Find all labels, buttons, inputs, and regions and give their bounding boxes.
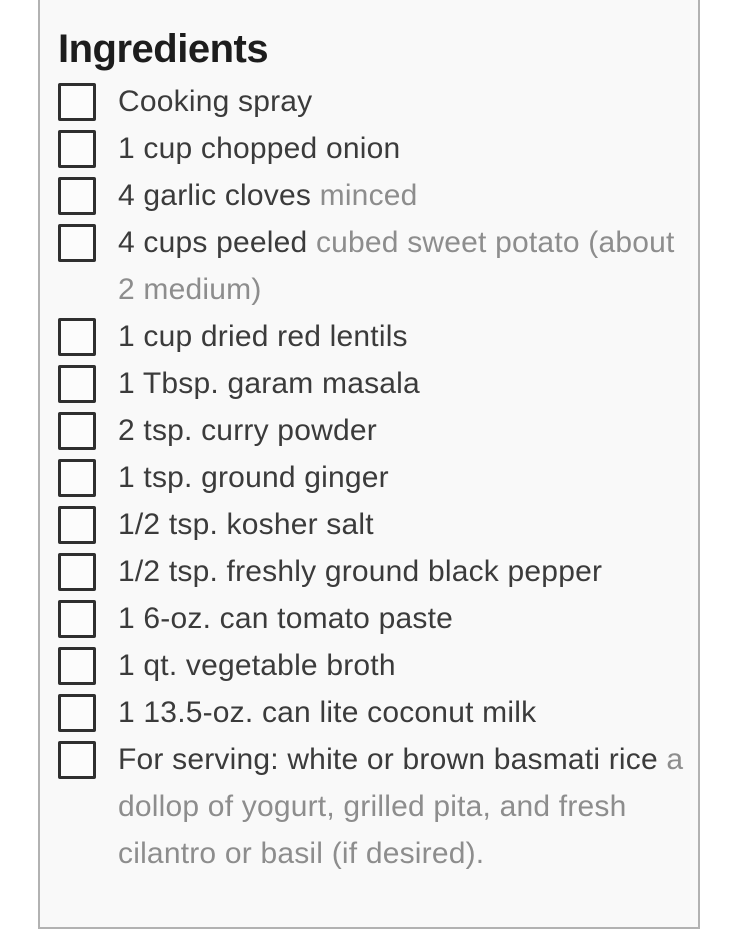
ingredient-main-text: 1 cup chopped onion [118, 132, 401, 165]
ingredient-checkbox[interactable] [58, 506, 96, 544]
ingredient-checkbox[interactable] [58, 553, 96, 591]
ingredient-item [58, 689, 688, 736]
ingredient-checkbox[interactable] [58, 647, 96, 685]
ingredient-main-text: 4 cups peeled [118, 226, 316, 259]
ingredient-item [58, 642, 688, 689]
ingredient-item [58, 501, 688, 548]
ingredient-main-text: 1 qt. vegetable broth [118, 649, 396, 682]
ingredients-heading: Ingredients [58, 27, 269, 71]
ingredient-label [118, 360, 688, 407]
ingredient-item [58, 360, 688, 407]
ingredient-main-text: 1 cup dried red lentils [118, 320, 408, 353]
ingredient-main-text: 1 6-oz. can tomato paste [118, 602, 453, 635]
ingredient-label [118, 689, 688, 736]
ingredient-label [118, 125, 688, 172]
ingredient-main-text: 2 tsp. curry powder [118, 414, 377, 447]
ingredient-checkbox[interactable] [58, 600, 96, 638]
ingredient-item [58, 219, 688, 313]
ingredient-main-text: 1 Tbsp. garam masala [118, 367, 420, 400]
ingredient-checkbox[interactable] [58, 177, 96, 215]
ingredient-checkbox[interactable] [58, 130, 96, 168]
ingredient-label [118, 407, 688, 454]
ingredient-note-text: a dollop of yogurt, grilled pita, and fresh cilantro or basil (if desired). [118, 743, 684, 870]
ingredient-main-text: 1/2 tsp. kosher salt [118, 508, 374, 541]
ingredient-label [118, 736, 688, 877]
ingredient-item [58, 595, 688, 642]
ingredient-note-text: cubed sweet potato (about 2 medium) [118, 226, 675, 306]
ingredient-label [118, 642, 688, 689]
ingredient-label [118, 78, 688, 125]
ingredient-item [58, 78, 688, 125]
ingredient-label [118, 454, 688, 501]
ingredient-label [118, 219, 688, 313]
ingredient-item [58, 454, 688, 501]
ingredient-checkbox[interactable] [58, 83, 96, 121]
ingredient-main-text: 1 13.5-oz. can lite coconut milk [118, 696, 537, 729]
ingredient-main-text: Cooking spray [118, 85, 313, 118]
ingredients-panel [38, 0, 700, 929]
ingredient-label [118, 313, 688, 360]
ingredient-checkbox[interactable] [58, 741, 96, 779]
ingredient-checkbox[interactable] [58, 459, 96, 497]
ingredient-checkbox[interactable] [58, 224, 96, 262]
ingredient-checkbox[interactable] [58, 365, 96, 403]
ingredient-item [58, 407, 688, 454]
ingredient-item [58, 548, 688, 595]
ingredient-note-text: minced [319, 179, 418, 212]
ingredient-label [118, 595, 688, 642]
ingredient-checkbox[interactable] [58, 318, 96, 356]
ingredient-main-text: 1/2 tsp. freshly ground black pepper [118, 555, 603, 588]
ingredient-main-text: 1 tsp. ground ginger [118, 461, 389, 494]
ingredient-item [58, 172, 688, 219]
ingredient-label [118, 548, 688, 595]
ingredient-label [118, 501, 688, 548]
ingredient-checkbox[interactable] [58, 694, 96, 732]
ingredient-label [118, 172, 688, 219]
ingredient-main-text: 4 garlic cloves [118, 179, 320, 212]
ingredients-list [40, 78, 698, 877]
ingredient-item [58, 313, 688, 360]
ingredient-item [58, 125, 688, 172]
ingredient-main-text: For serving: white or brown basmati rice [118, 743, 667, 776]
ingredient-checkbox[interactable] [58, 412, 96, 450]
ingredient-item [58, 736, 688, 877]
